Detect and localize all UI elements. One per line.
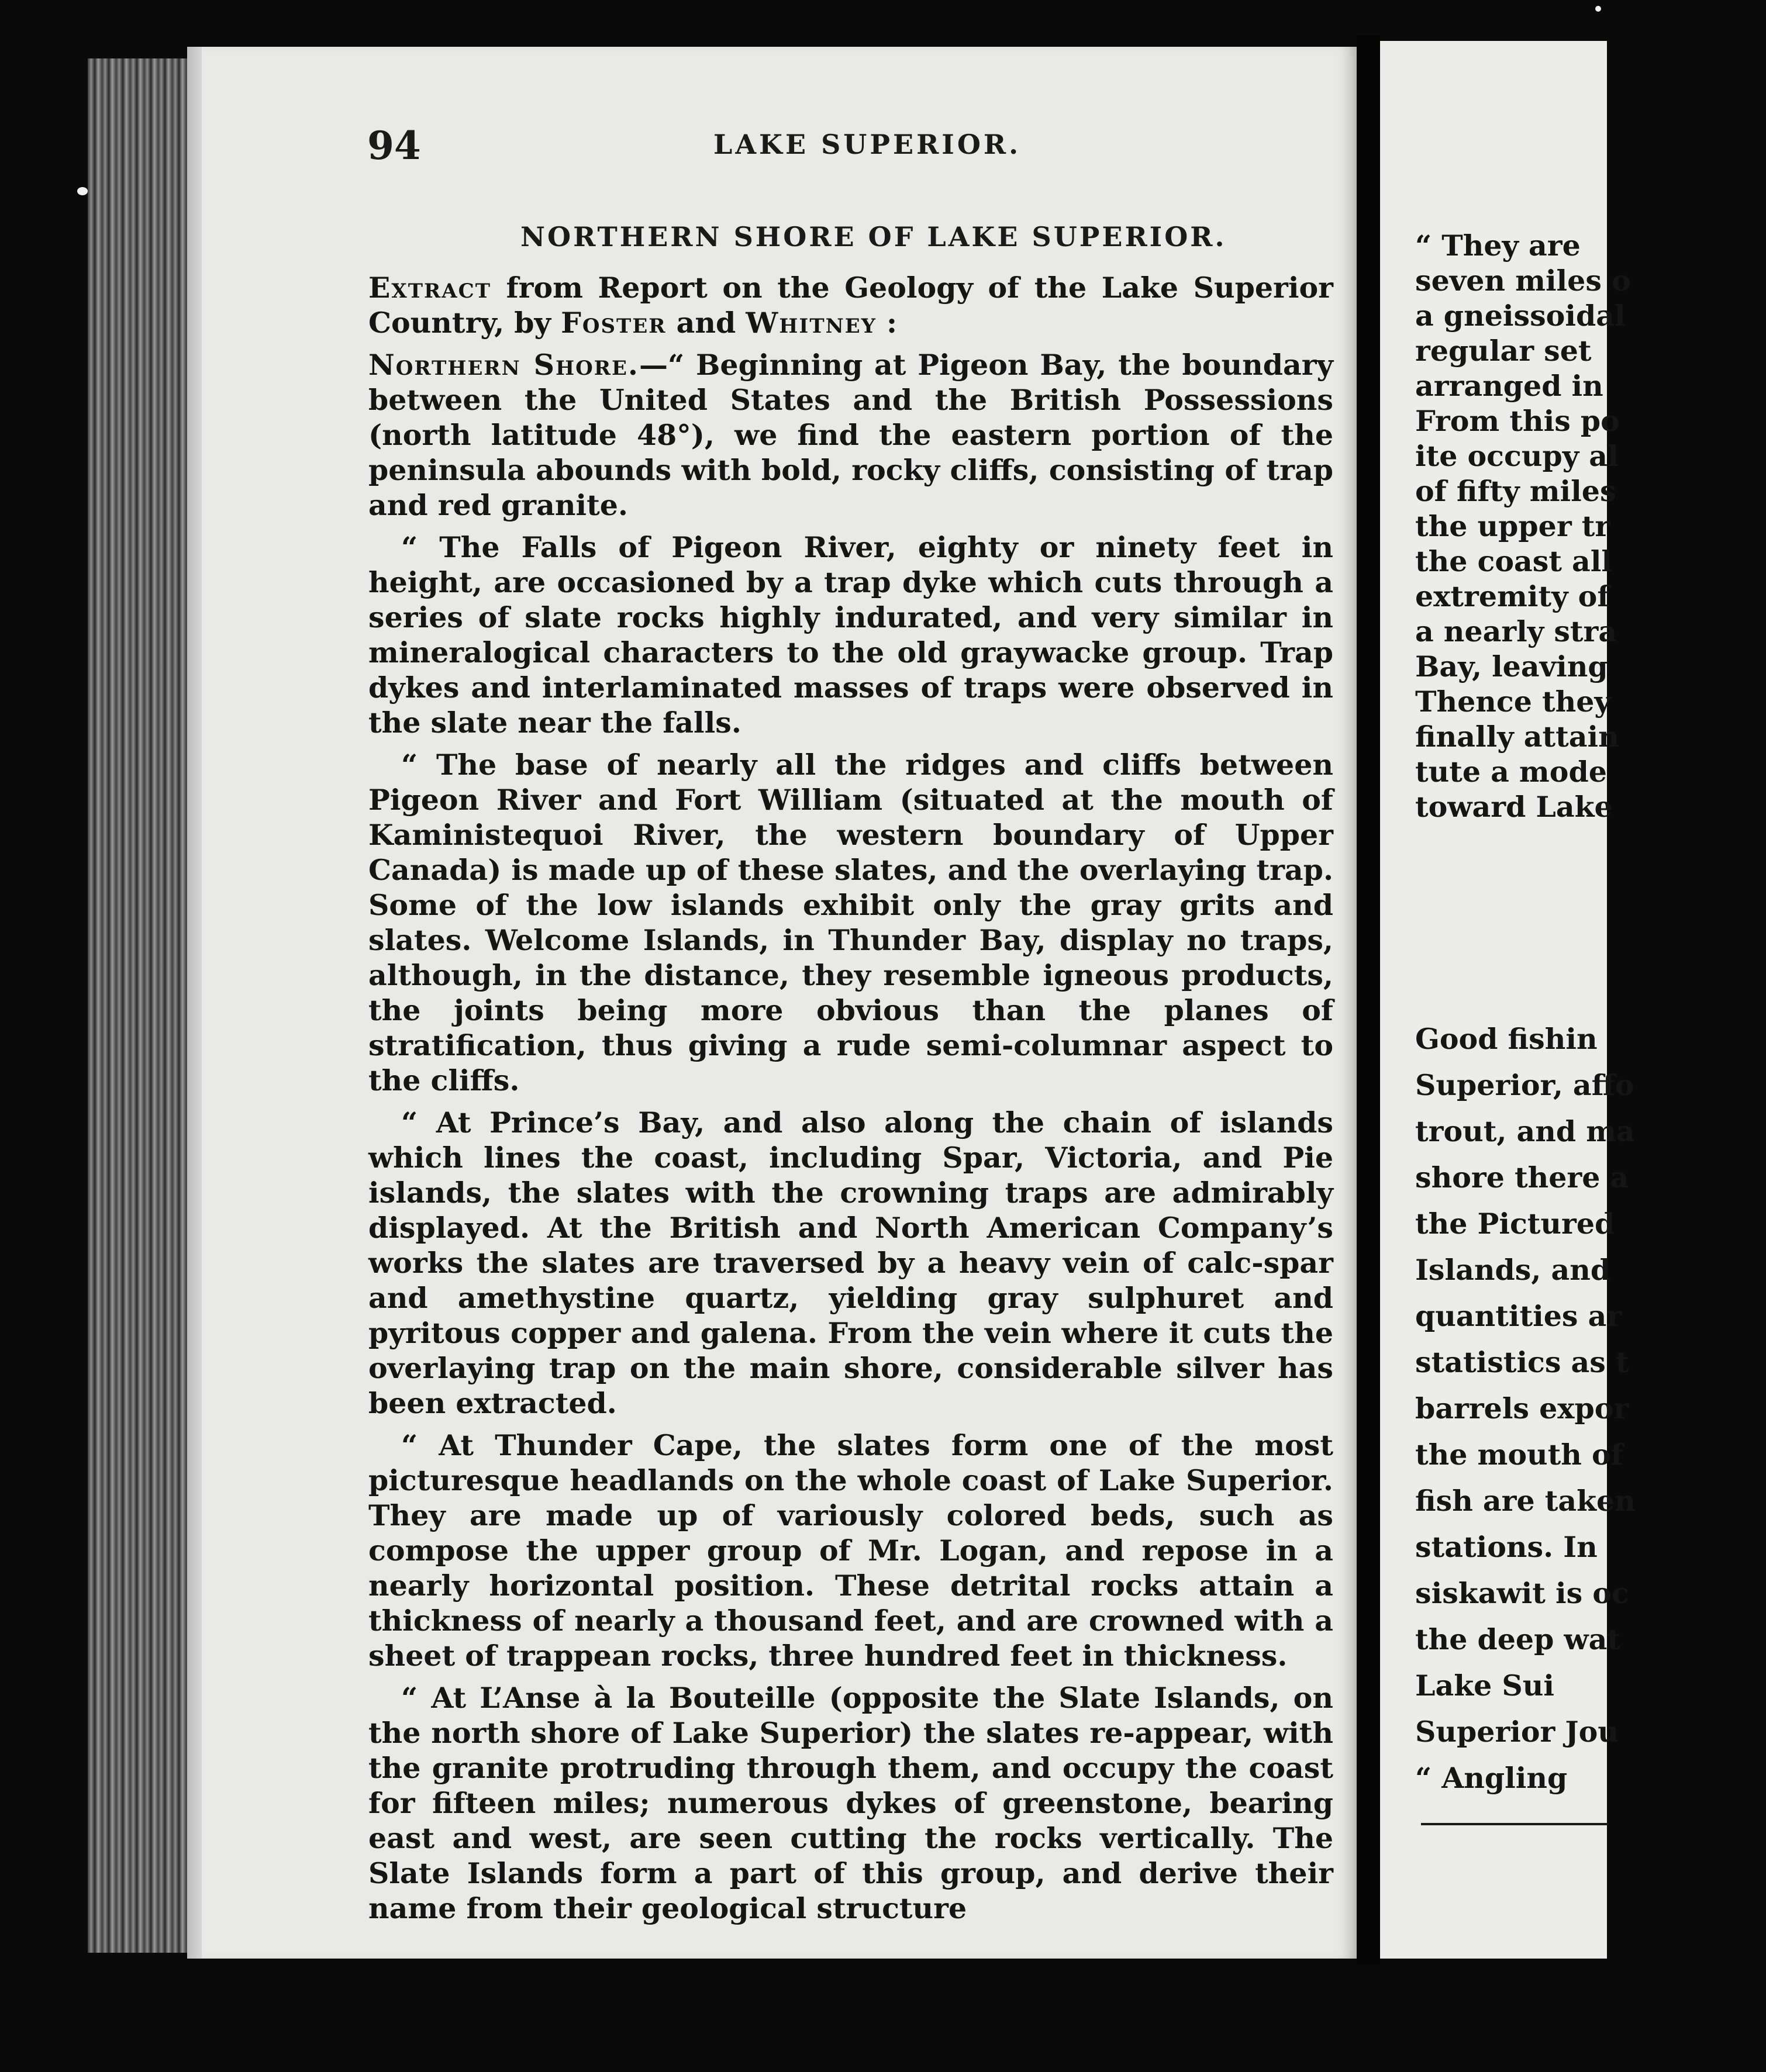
right-line: barrels expor [1415,1391,1629,1425]
right-line: shore there a [1415,1161,1629,1194]
right-line: toward Lake [1415,790,1613,824]
right-line: the upper tr [1415,509,1610,543]
right-line: Superior Jou [1415,1715,1619,1749]
right-line: a gneissoidal [1415,299,1626,333]
right-line: the Pictured [1415,1207,1615,1241]
right-page-rule [1421,1823,1608,1825]
right-line: regular set [1415,334,1592,368]
right-line: ite occupy al [1415,439,1619,473]
right-line: extremity of [1415,579,1610,613]
paragraph-ridges-cliffs: “ The base of nearly all the ridges and cliffs between Pigeon River and Fort William (situated at the mouth of Kaministequoi River, the western boundary of Upper Canada) is made up of these slates, and the overlaying trap. Some of the low islands exhibit only the gray grits and slates. Welcome Islands, in Thunder Bay, display no traps, although, in the distance, they resemble igneous products, the joints being more obvious than the planes of stratification, thus giving a rude semi-columnar aspect to the cliffs. [368,748,1333,1097]
right-line: Islands, and [1415,1253,1611,1287]
right-line: “ Angling [1415,1761,1568,1795]
section-heading: NORTHERN SHORE OF LAKE SUPERIOR. [520,221,1227,253]
right-line: Lake Sui [1415,1669,1555,1703]
author-foster: Foster [561,306,667,340]
right-line: finally attain [1415,720,1619,754]
right-line: Thence they [1415,685,1611,719]
paragraph-northern-shore [368,347,1333,523]
paragraph-pigeon-falls: “ The Falls of Pigeon River, eighty or ninety feet in height, are occasioned by a trap dyke which cuts through a series of slate rocks highly indurated, and very similar in mineralogical characters to the old graywacke group. Trap dykes and interlaminated masses of traps were observed in the slate near the falls. [368,530,1333,740]
right-line: Superior, affo [1415,1068,1634,1102]
right-page-text-upper [1415,228,1766,824]
right-line: the coast all [1415,544,1613,578]
intro-end: : [876,306,898,340]
right-line: statistics as t [1415,1345,1629,1379]
right-line: the deep wat [1415,1622,1620,1656]
right-line: the mouth of [1415,1438,1623,1472]
right-line: siskawit is oc [1415,1576,1629,1610]
right-line: From this po [1415,404,1620,438]
paragraph-text: —“ Beginning at Pigeon Bay, the boundary between the United States and the British Possessions (north latitude 48°), we find the eastern portion of the peninsula abounds with bold, rocky cliffs, consisting of trap and red granite. [368,348,1333,522]
book-gutter [1357,35,1380,1964]
author-whitney: Whitney [746,306,877,340]
main-text-column [368,270,1333,1933]
right-page-text-lower [1415,1016,1766,1801]
scan-speck [1595,6,1601,12]
paragraph-lanse-bouteille: “ At L’Anse à la Bouteille (opposite the Slate Islands, on the north shore of Lake Superior) the slates re-appear, with the granite protruding through them, and occupy the coast for fifteen miles; numerous dykes of greenstone, bearing east and west, are seen cutting the rocks vertically. The Slate Islands form a part of this group, and derive their name from their geological structure [368,1681,1333,1925]
right-line: Bay, leaving [1415,650,1608,683]
right-line: trout, and ma [1415,1114,1635,1148]
paragraph-princes-bay: “ At Prince’s Bay, and also along the chain of islands which lines the coast, including Spar, Victoria, and Pie islands, the slates with the crowning traps are admirably displayed. At the British and North American Company’s works the slates are traversed by a heavy vein of calc-spar and amethystine quartz, yielding gray sulphuret and pyritous copper and galena. From the vein where it cuts the overlaying trap on the main shore, considerable silver has been extracted. [368,1106,1333,1420]
intro-paragraph [368,270,1333,340]
intro-and: and [666,306,746,340]
right-line: seven miles o [1415,264,1631,298]
right-line: arranged in [1415,369,1603,403]
right-line: “ They are [1415,229,1581,263]
right-line: quantities ar [1415,1299,1622,1333]
intro-text: from Report on the Geology of the Lake Superior Country, by [368,271,1333,340]
right-line: tute a mode [1415,755,1607,789]
running-head: LAKE SUPERIOR. [713,129,1022,160]
paragraph-lead: Northern Shore. [368,348,639,382]
page-number: 94 [367,123,421,168]
intro-lead: Extract [368,271,492,305]
paragraph-thunder-cape: “ At Thunder Cape, the slates form one of the most picturesque headlands on the whole coast of Lake Superior. They are made up of variously colored beds, such as compose the upper group of Mr. Logan, and repose in a nearly horizontal position. These detrital rocks attain a thickness of nearly a thousand feet, and are crowned with a sheet of trappean rocks, three hundred feet in thickness. [368,1428,1333,1673]
right-line: Good fishin [1415,1022,1598,1056]
right-line: a nearly stra [1415,614,1617,648]
scan-speck [77,187,88,195]
right-line: stations. In [1415,1530,1598,1564]
right-line: fish are taken [1415,1484,1636,1518]
right-line: of fifty miles [1415,474,1616,508]
